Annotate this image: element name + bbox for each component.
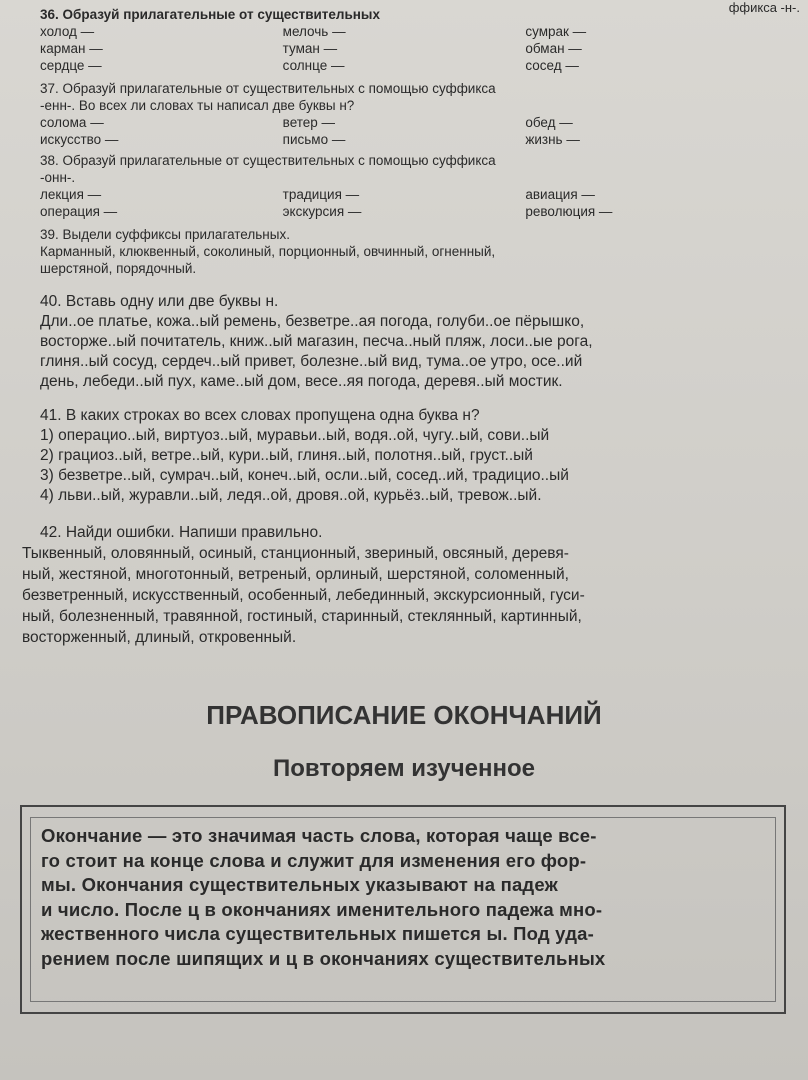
exercise-37-columns: [40, 114, 768, 148]
text-line: глиня..ый сосуд, сердеч..ый привет, болезне..ый вид, тума..ое утро, осе..ий: [40, 353, 583, 370]
rule-line: жественного числа существительных пишется ы. Под уда-: [41, 923, 595, 944]
section-title: ПРАВОПИСАНИЕ ОКОНЧАНИЙ: [206, 700, 602, 730]
rule-line: мы. Окончания существительных указывают на падеж: [41, 874, 558, 895]
column-3: [525, 23, 768, 74]
rule-line: и число. После ц в окончаниях именительного падежа мно-: [41, 898, 603, 920]
text-line: Карманный, клюквенный, соколиный, порционный, овчинный, огненный,: [40, 244, 496, 259]
rule-box: [20, 805, 786, 1014]
rule-line: го стоит на конце слова и служит для изменения его фор-: [41, 849, 587, 871]
exercise-38-title-2: -онн-.: [40, 170, 76, 185]
text-line: 4) льви..ый, журавли..ый, ледя..ой, дровя..ой, курьёз..ый, тревож..ый.: [40, 487, 542, 504]
text-line: ный, болезненный, травянной, гостиный, старинный, стеклянный, картинный,: [22, 608, 582, 625]
exercise-40-title: 40. Вставь одну или две буквы н.: [40, 293, 279, 310]
text-line: безветренный, искусственный, особенный, лебединный, экскурсионный, гуси-: [22, 587, 585, 604]
word: сосед —: [525, 58, 579, 73]
column-2: [283, 186, 526, 220]
word: обман —: [525, 41, 582, 56]
column-3: [525, 186, 768, 220]
text-line: 3) безветре..ый, сумрач..ый, конеч..ый, осли..ый, сосед..ий, традицио..ый: [40, 467, 569, 484]
word: традиция —: [282, 187, 360, 202]
exercise-36: [40, 6, 768, 74]
word: революция —: [525, 204, 613, 219]
exercise-41: [40, 406, 768, 506]
text-line: день, лебеди..ый пух, каме..ый дом, весе..яя погода, деревя..ый мостик.: [40, 373, 563, 390]
column-1: [40, 186, 283, 220]
exercise-37: [40, 80, 768, 148]
word: солнце —: [282, 58, 345, 73]
exercise-38-title: 38. Образуй прилагательные от существительных с помощью суффикса: [40, 153, 496, 168]
rule-line: Окончание — это значимая часть слова, которая чаще все-: [41, 825, 597, 846]
exercise-38: [40, 152, 768, 220]
word: холод —: [40, 24, 95, 39]
text-line: 1) операцио..ый, виртуоз..ый, муравьи..ый, водя..ой, чугу..ый, сови..ый: [40, 427, 550, 444]
exercise-36-title: 36. Образуй прилагательные от существительных: [40, 7, 380, 22]
word: солома —: [40, 115, 104, 130]
exercise-38-columns: [40, 186, 768, 220]
word: туман —: [282, 41, 338, 56]
word: авиация —: [525, 187, 595, 202]
word: сердце —: [40, 58, 102, 73]
word: карман —: [40, 41, 103, 56]
exercise-40: [40, 292, 768, 392]
column-1: [40, 114, 283, 148]
rule-box-inner: [30, 817, 776, 1002]
subsection-title: Повторяем изученное: [273, 755, 535, 782]
text-line: Дли..ое платье, кожа..ый ремень, безветре..ая погода, голуби..ое пёрышко,: [40, 313, 585, 330]
exercise-42-title: 42. Найди ошибки. Напиши правильно.: [40, 524, 323, 541]
exercise-39-title: 39. Выдели суффиксы прилагательных.: [40, 227, 290, 242]
word: ветер —: [282, 115, 336, 130]
text-line: восторже..ый почитатель, книж..ый магазин, песча..ный пляж, лоси..ые рога,: [40, 333, 593, 350]
word: мелочь —: [282, 24, 346, 39]
exercise-37-title: 37. Образуй прилагательные от существительных с помощью суффикса: [40, 81, 496, 96]
column-2: [283, 114, 526, 148]
column-1: [40, 23, 283, 74]
word: экскурсия —: [282, 204, 362, 219]
word: сумрак —: [525, 24, 587, 39]
exercise-37-title-2: -енн-. Во всех ли словах ты написал две буквы н?: [40, 98, 355, 113]
word: лекция —: [40, 187, 102, 202]
corner-fragment: ффикса -н-.: [728, 0, 800, 15]
text-line: восторженный, длиный, откровенный.: [22, 629, 297, 646]
exercise-42: [22, 522, 768, 648]
column-3: [525, 114, 768, 148]
text-line: ный, жестяной, многотонный, ветреный, орлиный, шерстяной, соломенный,: [22, 566, 569, 583]
exercise-36-columns: [40, 23, 768, 74]
word: жизнь —: [525, 132, 580, 147]
exercise-39: [40, 226, 768, 277]
word: операция —: [40, 204, 118, 219]
word: искусство —: [40, 132, 119, 147]
word: письмо —: [282, 132, 346, 147]
text-line: Тыквенный, оловянный, осиный, станционный, звериный, овсяный, деревя-: [22, 545, 569, 562]
exercise-41-title: 41. В каких строках во всех словах пропущена одна буква н?: [40, 407, 480, 424]
word: обед —: [525, 115, 573, 130]
text-line: шерстяной, порядочный.: [40, 261, 197, 276]
rule-line: рением после шипящих и ц в окончаниях существительных: [41, 947, 606, 969]
column-2: [283, 23, 526, 74]
text-line: 2) грациоз..ый, ветре..ый, кури..ый, глиня..ый, полотня..ый, груст..ый: [40, 447, 533, 464]
